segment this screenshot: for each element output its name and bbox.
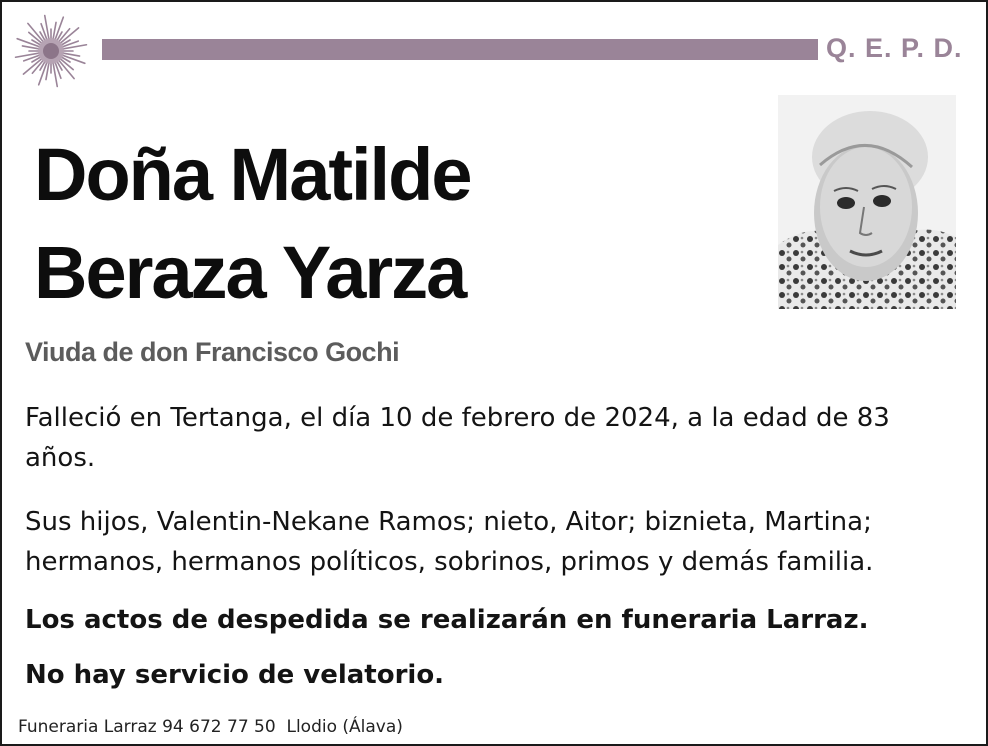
qepd-label: Q. E. P. D. xyxy=(826,33,963,63)
death-notice: Falleció en Tertanga, el día 10 de febrero de 2024, a la edad de 83 años. xyxy=(25,403,890,473)
deceased-name xyxy=(34,126,754,322)
portrait-photo-icon xyxy=(778,95,956,309)
wake-notice: No hay servicio de velatorio. xyxy=(25,660,445,690)
header-bar xyxy=(102,39,818,60)
widow-subtitle: Viuda de don Francisco Gochi xyxy=(25,337,400,367)
deceased-name-line-2: Beraza Yarza xyxy=(34,231,466,314)
deceased-name-line-1: Doña Matilde xyxy=(34,133,471,216)
thistle-flower-icon xyxy=(8,10,94,92)
funeral-home-footer: Funeraria Larraz 94 672 77 50 Llodio (Álava) xyxy=(18,717,403,737)
ceremony-notice: Los actos de despedida se realizarán en funeraria Larraz. xyxy=(25,605,869,635)
portrait-photo xyxy=(778,95,956,309)
family-list: Sus hijos, Valentin-Nekane Ramos; nieto, Aitor; biznieta, Martina; hermanos, hermanos políticos, sobrinos, primos y demás familia. xyxy=(25,507,874,577)
